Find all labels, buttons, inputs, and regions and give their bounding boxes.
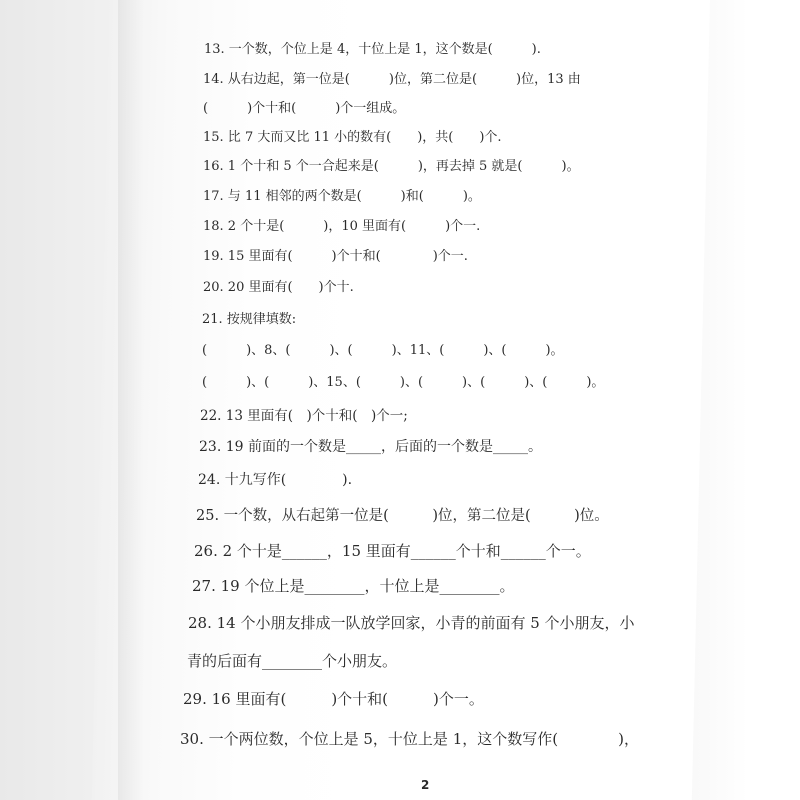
problem-21: 21. 按规律填数: (202, 312, 297, 327)
problem-18: 18. 2 个十是( )，10 里面有( )个一. (203, 219, 481, 234)
problem-13: 13. 一个数，个位上是 4，十位上是 1，这个数是( ). (204, 42, 541, 57)
problem-19: 19. 15 里面有( )个十和( )个一. (203, 249, 468, 264)
problem-21-sequence2: ( )、( )、15、( )、( )、( )、( )。 (202, 375, 605, 390)
problem-14-line2: ( )个十和( )个一组成。 (203, 101, 406, 116)
problem-23: 23. 19 前面的一个数是_____，后面的一个数是_____。 (199, 439, 542, 455)
problem-17: 17. 与 11 相邻的两个数是( )和( )。 (203, 189, 481, 204)
problem-16: 16. 1 个十和 5 个一合起来是( )，再去掉 5 就是( )。 (203, 159, 580, 174)
problem-15: 15. 比 7 大而又比 11 小的数有( )，共( )个. (203, 130, 502, 145)
problem-30: 30. 一个两位数，个位上是 5，十位上是 1，这个数写作( )， (180, 730, 639, 748)
problem-28-line1: 28. 14 个小朋友排成一队放学回家，小青的前面有 5 个小朋友，小 (188, 614, 635, 632)
problem-29: 29. 16 里面有( )个十和( )个一。 (183, 690, 484, 708)
page-number: 2 (421, 778, 430, 792)
problem-28-line2: 青的后面有________个小朋友。 (187, 652, 398, 670)
problem-21-sequence1: ( )、8、( )、( )、11、( )、( )。 (202, 343, 564, 358)
problem-22: 22. 13 里面有( )个十和( )个一; (200, 408, 408, 424)
problem-14-line1: 14. 从右边起，第一位是( )位，第二位是( )位，13 由 (203, 72, 581, 87)
problem-26: 26. 2 个十是______，15 里面有______个十和______个一。 (194, 542, 591, 560)
problem-20: 20. 20 里面有( )个十. (203, 280, 354, 295)
problem-27: 27. 19 个位上是________，十位上是________。 (192, 577, 515, 595)
problem-24: 24. 十九写作( ). (198, 472, 353, 488)
problem-25: 25. 一个数，从右起第一位是( )位，第二位是( )位。 (196, 508, 609, 524)
